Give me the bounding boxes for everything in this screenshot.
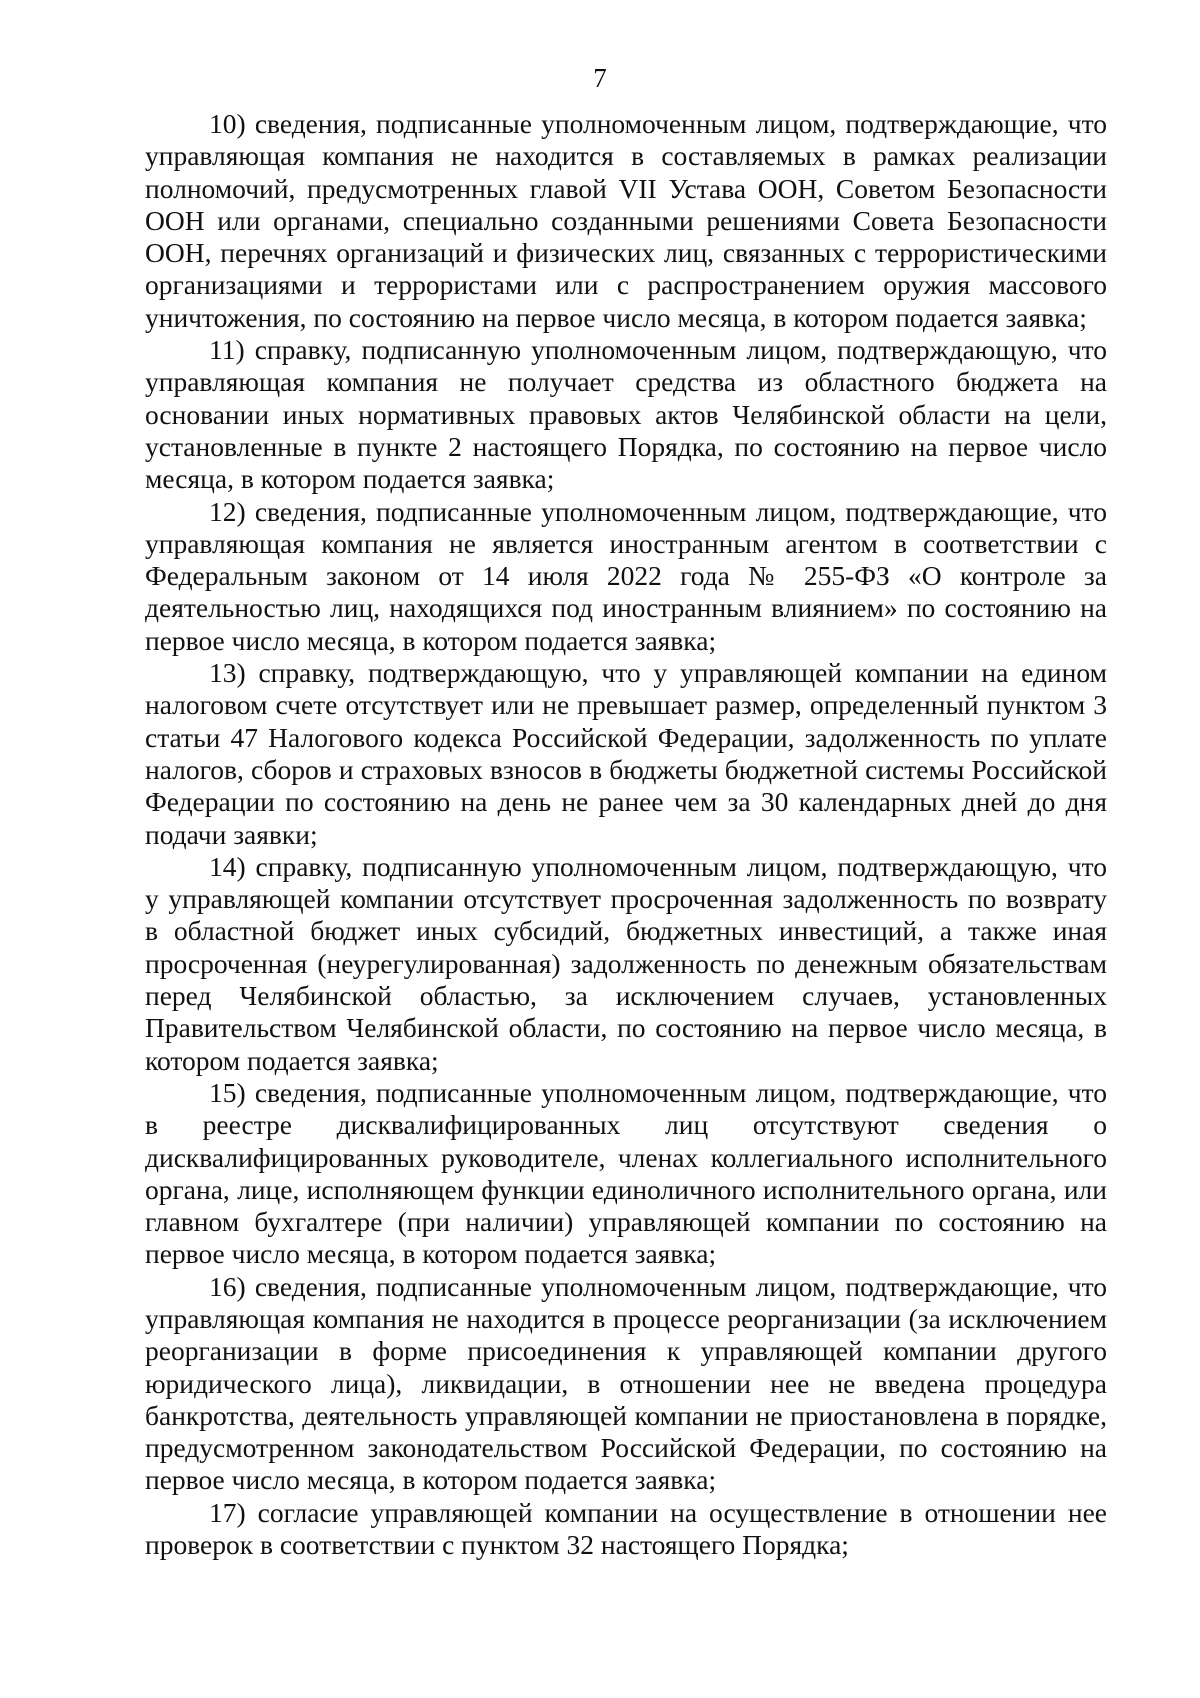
- paragraph-item-16: 16) сведения, подписанные уполномоченным лицом, подтверждающие, что управляющая компания не находится в процессе реорганизации (за исключением реорганизации в форме присоединения к управляющей компании другого юридического лица), ликвидации, в отношении нее не введена процедура банкротства, деятельность управляющей компании не приостановлена в порядке, предусмотренном законодательством Российской Федерации, по состоянию на первое число месяца, в котором подается заявка;: [145, 1270, 1107, 1496]
- page-number: 7: [593, 63, 607, 93]
- paragraph-item-10: 10) сведения, подписанные уполномоченным лицом, подтверждающие, что управляющая компания не находится в составляемых в рамках реализации полномочий, предусмотренных главой VII Устава ООН, Советом Безопасности ООН или органами, специально созданными решениями Совета Безопасности ООН, перечнях организаций и физических лиц, связанных с террористическими организациями и террористами или с распространением оружия массового уничтожения, по состоянию на первое число месяца, в котором подается заявка;: [145, 108, 1107, 333]
- paragraph-item-11: 11) справку, подписанную уполномоченным лицом, подтверждающую, что управляющая компания не получает средства из областного бюджета на основании иных нормативных правовых актов Челябинской области на цели, установленные в пункте 2 настоящего Порядка, по состоянию на первое число месяца, в котором подается заявка;: [145, 334, 1107, 495]
- paragraph-item-13: 13) справку, подтверждающую, что у управляющей компании на едином налоговом счете отсутствует или не превышает размер, определенный пунктом 3 статьи 47 Налогового кодекса Российской Федерации, задолженность по уплате налогов, сборов и страховых взносов в бюджеты бюджетной системы Российской Федерации по состоянию на день не ранее чем за 30 календарных дней до дня подачи заявки;: [145, 657, 1107, 850]
- paragraph-item-15: 15) сведения, подписанные уполномоченным лицом, подтверждающие, что в реестре дисквалифицированных лиц отсутствуют сведения о дисквалифицированных руководителе, членах коллегиального исполнительного органа, лице, исполняющем функции единоличного исполнительного органа, или главном бухгалтере (при наличии) управляющей компании по состоянию на первое число месяца, в котором подается заявка;: [145, 1076, 1107, 1270]
- paragraph-item-12: 12) сведения, подписанные уполномоченным лицом, подтверждающие, что управляющая компания не является иностранным агентом в соответствии с Федеральным законом от 14 июля 2022 года № 255-ФЗ «О контроле за деятельностью лиц, находящихся под иностранным влиянием» по состоянию на первое число месяца, в котором подается заявка;: [145, 495, 1107, 656]
- document-body: [145, 108, 1107, 1561]
- paragraph-item-14: 14) справку, подписанную уполномоченным лицом, подтверждающую, что у управляющей компании отсутствует просроченная задолженность по возврату в областной бюджет иных субсидий, бюджетных инвестиций, а также иная просроченная (неурегулированная) задолженность по денежным обязательствам перед Челябинской областью, за исключением случаев, установленных Правительством Челябинской области, по состоянию на первое число месяца, в котором подается заявка;: [145, 850, 1107, 1076]
- paragraph-item-17: 17) согласие управляющей компании на осуществление в отношении нее проверок в соответствии с пунктом 32 настоящего Порядка;: [145, 1496, 1107, 1561]
